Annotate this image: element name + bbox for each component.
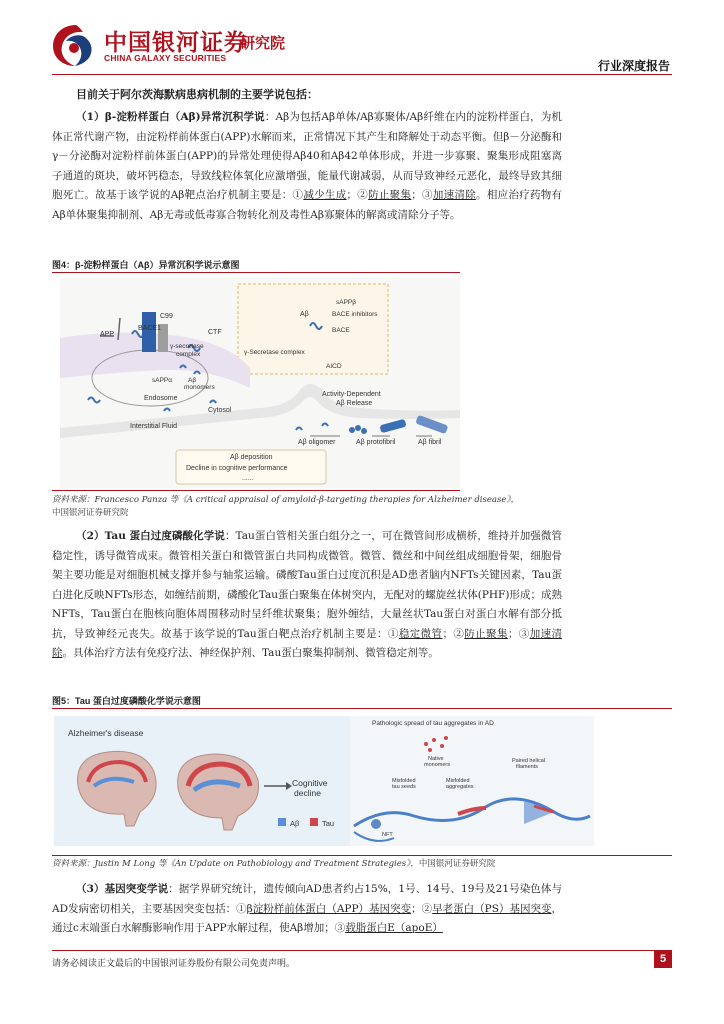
label-ctf: CTF: [208, 329, 222, 336]
label-ab-top: Aβ: [300, 311, 309, 318]
legend-swatch-tau: [310, 818, 318, 826]
p2-text-a: ：Tau蛋白管相关蛋白组分之一，可在微管间形成横桥，维持并加强微管稳定性，诱导微管成束。微管相关蛋白和微管蛋白共同构成微管。微管、微丝和中间丝组成细胞骨架，细胞骨架主要功能是对细胞机械支撑并参与轴浆运输。磷酸Tau蛋白过度沉积是AD患者脑内NFTs关键因素，Tau蛋白进化反映NFTs形态，如缠结前期，磷酸化Tau蛋白聚集在体树突内，无配对的螺旋丝状体(PHF)形成；成熟NFTs，Tau蛋白在胞核向胞体周围移动时呈纤维状聚集；胞外缠结，大量丝状Tau蛋白对蛋白水解有部分抵抗，导致神经元丧失。故基于该学说的Tau蛋白靶点治疗机制主要是：①: [52, 530, 562, 640]
p2-text-d: 。具体治疗方法有免疫疗法、神经保护剂、Tau蛋白聚集抑制剂、微管稳定剂等。: [62, 647, 439, 659]
label-filaments: filaments: [516, 764, 539, 770]
logo-english-name: CHINA GALAXY SECURITIES: [104, 53, 227, 63]
header-divider: [52, 74, 672, 75]
paragraph-tau: [52, 527, 562, 664]
p3-text-c: ，通过c末端蛋白水解酶影响作用于APP水解过程，使Aβ增加；③: [52, 902, 562, 934]
footer-divider: [52, 950, 672, 951]
p2-underline-2: 防止聚集: [464, 627, 508, 640]
p1-text-c: ；③: [411, 189, 433, 201]
p1-text-a: ：Aβ为包括Aβ单体/Aβ寡聚体/Aβ纤维在内的淀粉样蛋白，为机体正常代谢产物，由淀粉样前体蛋白(APP)水解而来，正常情况下其产生和降解处于动态平衡。但β－分泌酶和γ－分泌酶对淀粉样前体蛋白(APP)的异常处理使得Aβ40和Aβ42单体形成，并进一步寡聚、聚集形成阻塞离子通道的斑块，破坏钙稳态，导致线粒体氧化应激增强，能量代谢减弱，从而导致神经元恶化，最终导致其细胞死亡。故基于该学说的Aβ靶点治疗机制主要是：①: [52, 111, 563, 201]
label-bace1: BACE1: [138, 325, 161, 332]
label-misfolded-aggregates: Misfolded: [446, 778, 470, 784]
figure-4-title: 图4：β-淀粉样蛋白（Aβ）异常沉积学说示意图: [52, 260, 240, 270]
label-ab-fibril: Aβ fibril: [418, 439, 442, 446]
label-decline: decline: [294, 788, 321, 798]
paragraph-amyloid: [52, 108, 562, 225]
p1-underline-2: 防止聚集: [368, 189, 412, 201]
p3-underline-1: β淀粉样前体蛋白（APP）基因突变: [246, 902, 412, 915]
label-activity-dependent: Activity-Dependent: [322, 391, 381, 398]
p3-title: 基因突变学说: [104, 883, 169, 895]
figure-4-source-text: 资料来源：Francesco Panza 等《A critical appraisal of amyloid-β-targeting therapies for Alzheimer disease》，: [52, 495, 520, 505]
logo-department: 研究院: [240, 35, 286, 52]
figure-5-source-text: 资料来源：Justin M Long 等《An Update on Pathobiology and Treatment Strategies》，: [52, 859, 419, 869]
p2-underline-3: 加速清除: [52, 627, 562, 659]
p3-prefix: （3）: [76, 883, 105, 895]
legend-tau: Tau: [322, 819, 335, 828]
company-logo: [50, 22, 300, 68]
label-complex: complex: [176, 351, 201, 358]
label-alzheimers: Alzheimer's disease: [68, 728, 144, 738]
p1-title: β-淀粉样蛋白（Aβ)异常沉积学说: [104, 111, 265, 123]
label-misfolded-seeds: Misfolded: [392, 778, 416, 784]
label-gamma-secretase-complex: γ-Secretase complex: [244, 349, 305, 356]
galaxy-logo-icon: [50, 22, 98, 68]
figure-5-title: 图5：Tau 蛋白过度磷酸化学说示意图: [52, 696, 201, 706]
label-ab-monomer: Aβ: [188, 377, 197, 384]
page-number: 5: [654, 950, 672, 968]
p1-underline-1: 减少生成: [303, 189, 347, 201]
label-cytosol: Cytosol: [208, 407, 232, 414]
label-bace-inhibitors: BACE inhibitors: [332, 311, 378, 318]
figure-4-bottom-rule: [52, 490, 460, 491]
p2-underline-1: 稳定微管: [398, 627, 443, 640]
label-ab-protofibril: Aβ protofibril: [356, 439, 396, 446]
logo-chinese-name: 中国银河证券: [104, 29, 248, 55]
p1-underline-3: 加速清除: [432, 189, 477, 201]
p3-underline-3: 载脂蛋白E（apoE）: [345, 922, 443, 934]
p1-text-b: ；②: [346, 189, 369, 201]
label-tau-seeds: tau seeds: [392, 784, 416, 790]
p1-prefix: （1）: [76, 111, 105, 123]
figure-5-tau-diagram: [54, 716, 594, 846]
label-pathologic-spread: Pathologic spread of tau aggregates in AD: [372, 720, 494, 727]
label-bace: BACE: [332, 327, 350, 334]
figure-5-bottom-rule: [52, 855, 672, 856]
figure-4-amyloid-diagram: [60, 278, 460, 488]
p1-text-d: 。相应治疗药物有Aβ单体聚集抑制剂、Aβ无毒或低毒寡合物转化剂及毒性Aβ寡聚体的解离或清除分子等。: [52, 189, 563, 221]
label-c99: C99: [160, 313, 173, 320]
label-interstitial-fluid: Interstitial Fluid: [130, 423, 178, 430]
p3-text-a: ：据学界研究统计，遗传倾向AD患者约占15%，1号、14号、19号及21号染色体与AD发病密切相关，主要基因突变包括：①: [52, 883, 562, 915]
p2-text-b: ；②: [442, 627, 465, 640]
label-nft: NFT: [382, 832, 393, 838]
intro-heading: 目前关于阿尔茨海默病患病机制的主要学说包括：: [76, 88, 318, 101]
label-cognitive-decline: Decline in cognitive performance: [186, 465, 288, 472]
figure-4-source-org: 中国银河证券研究院: [52, 508, 129, 518]
label-endosome: Endosome: [144, 395, 178, 402]
label-sappa: sAPPα: [152, 377, 173, 384]
label-aicd: AICD: [326, 363, 342, 370]
label-app: APP: [100, 331, 115, 338]
p2-title: Tau 蛋白过度磷酸化学说: [104, 530, 225, 542]
label-aggregates: aggregates: [446, 784, 474, 790]
label-ab-oligomer: Aβ oligomer: [298, 439, 336, 446]
label-native-monomers: monomers: [424, 762, 450, 768]
p3-underline-2: 早老蛋白（PS）基因突变: [432, 902, 552, 915]
label-native: Native: [428, 756, 444, 762]
label-ab-deposition: Aβ deposition: [230, 454, 273, 461]
label-dots: ......: [242, 475, 254, 482]
legend-swatch-ab: [278, 818, 286, 826]
figure-5-source: [52, 858, 495, 871]
figure-4-top-rule: [52, 272, 460, 273]
paragraph-gene-mutation: [52, 880, 562, 939]
label-ab-release: Aβ Release: [336, 400, 373, 407]
figure-5-source-org: 中国银河证券研究院: [418, 859, 496, 869]
p2-prefix: （2）: [76, 530, 105, 542]
label-gamma-secretase: γ-secretase: [170, 343, 204, 350]
p3-text-b: ；②: [411, 902, 433, 915]
label-cognitive: Cognitive: [292, 778, 328, 788]
label-sappb: sAPPβ: [336, 299, 356, 306]
footer-disclaimer: 请务必阅读正文最后的中国银河证券股份有限公司免责声明。: [52, 959, 296, 969]
legend-ab: Aβ: [290, 819, 300, 828]
figure-4-source: [52, 494, 519, 520]
label-monomers: monomers: [184, 384, 215, 391]
label-paired-helical: Paired helical: [512, 758, 546, 764]
p2-text-c: ；③: [507, 627, 530, 640]
report-type-label: 行业深度报告: [597, 59, 670, 73]
figure-5-top-rule: [52, 708, 672, 709]
